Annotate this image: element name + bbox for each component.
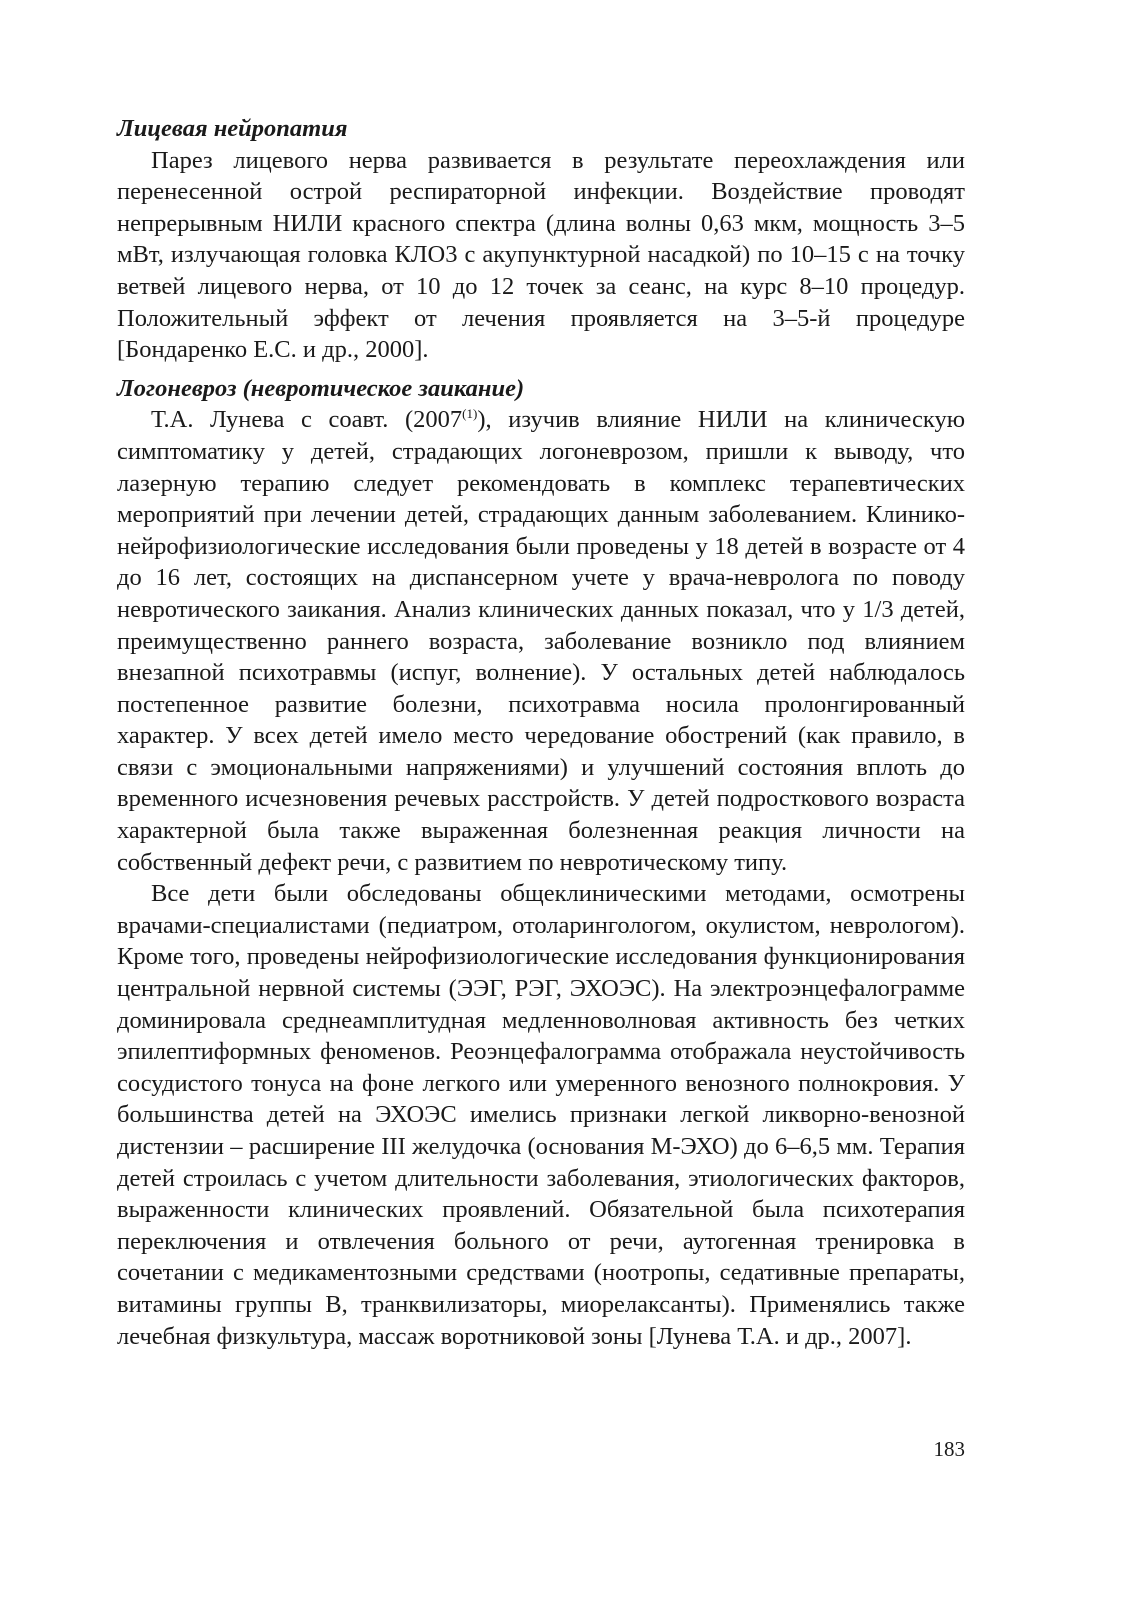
footnote-marker: (1) <box>462 406 478 422</box>
section-heading-facial-neuropathy: Лицевая нейропатия <box>117 115 348 142</box>
paragraph-text: ), изучив влияние НИЛИ на клиническую симптоматику у детей, страдающих логоневрозом, пришли к выводу, что лазерную терапию следует рекомендовать в комплекс терапевтических мероприятий при лечении детей, страдающих данным заболеванием. Клинико-нейрофизиологические исследования были проведены у 18 детей в возрасте от 4 до 16 лет, состоящих на диспансерном учете у врача-невролога по поводу невротического заикания. Анализ клинических данных показал, что у 1/3 детей, преимущественно раннего возраста, заболевание возникло под влиянием внезапной психотравмы (испуг, волнение). У остальных детей наблюдалось постепенное развитие болезни, психотравма носила пролонгированный характер. У всех детей имело место чередование обострений (как правило, в связи с эмоциональными напряжениями) и улучшений состояния вплоть до временного исчезновения речевых расстройств. У детей подросткового возраста характерной была также выраженная болезненная реакция личности на собственный дефект речи, с развитием по невротическому типу. <box>117 406 965 876</box>
paragraph-logoneurosis-intro <box>117 404 965 878</box>
page-number: 183 <box>933 1437 965 1461</box>
section-gap <box>117 366 965 373</box>
section-heading-logoneurosis: Логоневроз (невротическое заикание) <box>117 374 525 402</box>
citation-text: Т.А. Лунева с соавт. (2007 <box>151 406 463 434</box>
paragraph-logoneurosis-examination: Все дети были обследованы общеклиническими методами, осмотрены врачами-специалистами (педиатром, отоларингологом, окулистом, неврологом). Кроме того, проведены нейрофизиологические исследования функционирования центральной нервной системы (ЭЭГ, РЭГ, ЭХОЭС). На электроэнцефалограмме доминировала среднеамплитудная медленноволновая активность без четких эпилептиформных феноменов. Реоэнцефалограмма отображала неустойчивость сосудистого тонуса на фоне легкого или умеренного венозного полнокровия. У большинства детей на ЭХОЭС имелись признаки легкой ликворно-венозной дистензии – расширение III желудочка (основания М-ЭХО) до 6–6,5 мм. Терапия детей строилась с учетом длительности заболевания, этиологических факторов, выраженности клинических проявлений. Обязательной была психотерапия переключения и отвлечения больного от речи, аутогенная тренировка в сочетании с медикаментозными средствами (ноотропы, седативные препараты, витамины группы В, транквилизаторы, миорелаксанты). Применялись также лечебная физкультура, массаж воротниковой зоны [Лунева Т.А. и др., 2007]. <box>117 880 965 1350</box>
paragraph-facial-neuropathy: Парез лицевого нерва развивается в результате переохлаждения или перенесенной острой респираторной инфекции. Воздействие проводят непрерывным НИЛИ красного спектра (длина волны 0,63 мкм, мощность 3–5 мВт, излучающая головка КЛО3 с акупунктурной насадкой) по 10–15 с на точку ветвей лицевого нерва, от 10 до 12 точек за сеанс, на курс 8–10 процедур. Положительный эффект от лечения проявляется на 3–5-й процедуре [Бондаренко Е.С. и др., 2000]. <box>117 146 965 364</box>
page-body <box>117 113 965 1352</box>
